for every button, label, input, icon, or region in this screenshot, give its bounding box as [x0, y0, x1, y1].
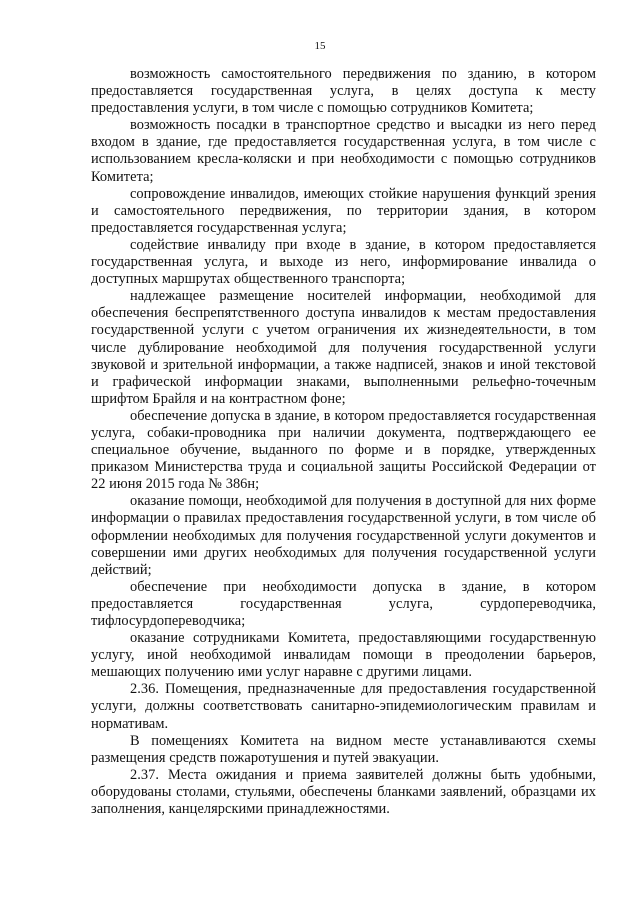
paragraph-information-help: оказание помощи, необходимой для получения в доступной для них форме информации о правилах предоставления государственной услуги, в том числе об оформлении необходимых для получения государственной услуги документов и совершении ими других необходимых для получения государственной услуги действий;	[91, 493, 596, 578]
paragraph-section-2-36: 2.36. Помещения, предназначенные для предоставления государственной услуги, должны соответствовать санитарно-эпидемиологическим правилам и нормативам.	[91, 681, 596, 732]
document-body	[91, 66, 596, 818]
paragraph-escort: сопровождение инвалидов, имеющих стойкие нарушения функций зрения и самостоятельного передвижения, по территории здания, в котором предоставляется государственная услуга;	[91, 185, 596, 236]
paragraph-staff-assistance: оказание сотрудниками Комитета, предоставляющими государственную услугу, иной необходимой инвалидам помощи в преодолении барьеров, мешающих получению ими услуг наравне с другими лицами.	[91, 630, 596, 681]
paragraph-passage-movement: возможность самостоятельного передвижения по зданию, в котором предоставляется государственная услуга, в целях доступа к месту предоставления услуги, в том числе с помощью сотрудников Комитета;	[91, 66, 596, 117]
paragraph-evacuation-schemes: В помещениях Комитета на видном месте устанавливаются схемы размещения средств пожаротушения и путей эвакуации.	[91, 732, 596, 766]
page-number: 15	[314, 40, 326, 52]
paragraph-guide-dog: обеспечение допуска в здание, в котором предоставляется государственная услуга, собаки-проводника при наличии документа, подтверждающего ее специальное обучение, выданного по форме и в порядке, утвержденных приказом Министерства труда и социальной защиты Российской Федерации от 22 июня 2015 года № 386н;	[91, 407, 596, 493]
paragraph-information-placement: надлежащее размещение носителей информации, необходимой для обеспечения беспрепятственного доступа инвалидов к местам предоставления государственной услуги с учетом ограничения их жизнедеятельности, в том числе дублирование необходимой для получения государственной услуги звуковой и зрительной информации, а также надписей, знаков и иной текстовой и графической информации знаками, выполненными рельефно-точечным шрифтом Брайля и на контрастном фоне;	[91, 288, 596, 407]
paragraph-section-2-37: 2.37. Места ожидания и приема заявителей должны быть удобными, оборудованы столами, стульями, обеспечены бланками заявлений, образцами их заполнения, канцелярскими принадлежностями.	[91, 766, 596, 818]
paragraph-entry-assistance: содействие инвалиду при входе в здание, в котором предоставляется государственная услуга, и выходе из него, информирование инвалида о доступных маршрутах общественного транспорта;	[91, 236, 596, 288]
paragraph-vehicle-boarding: возможность посадки в транспортное средство и высадки из него перед входом в здание, где предоставляется государственная услуга, в том числе с использованием кресла-коляски и при необходимости с помощью сотрудников Комитета;	[91, 117, 596, 185]
paragraph-sign-interpreter: обеспечение при необходимости допуска в здание, в котором предоставляется государственная услуга, сурдопереводчика, тифлосурдопереводчика;	[91, 578, 596, 629]
